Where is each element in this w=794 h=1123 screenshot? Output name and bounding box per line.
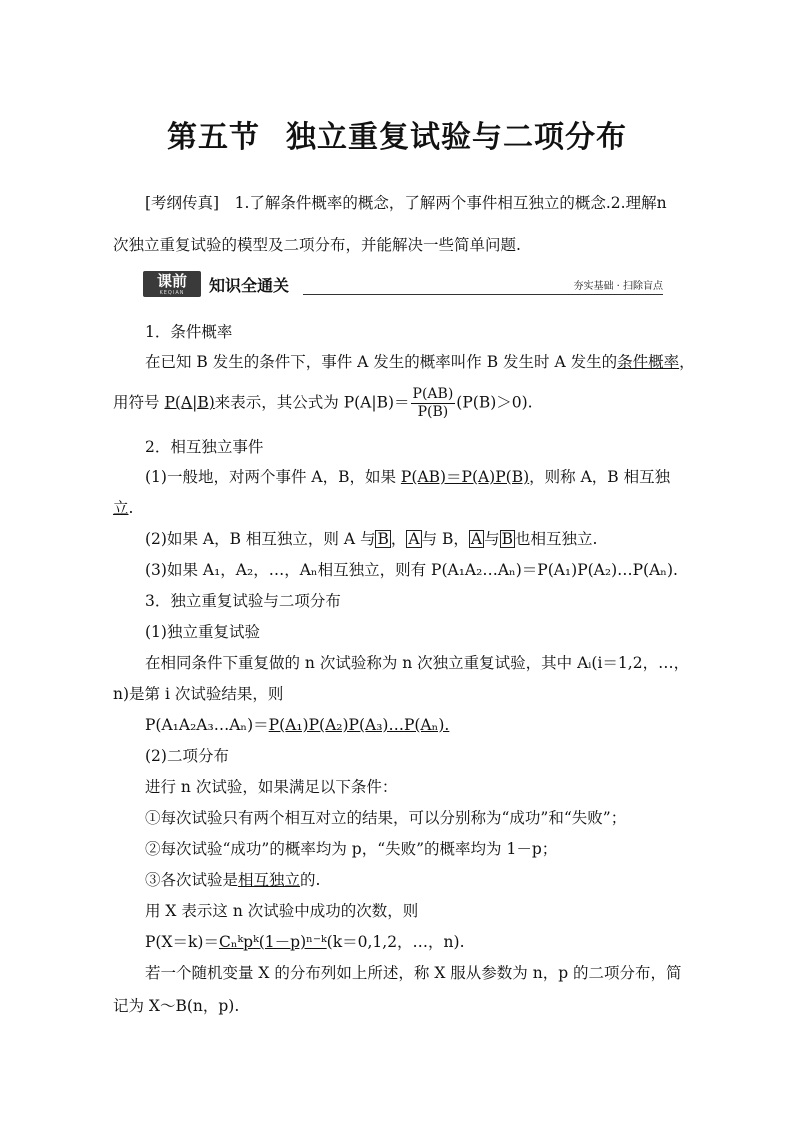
section-number: 第五节 bbox=[167, 120, 260, 155]
complement-a-2: A bbox=[470, 530, 483, 548]
banner-title: 知识全通关 bbox=[209, 276, 290, 295]
s3-heading: 3．独立重复试验与二项分布 bbox=[145, 592, 341, 610]
s3-para-1: 在相同条件下重复做的 n 次试验称为 n 次独立重复试验，其中 Aᵢ(i＝1,2，…， bbox=[145, 654, 690, 672]
s3-formula-2: P(X＝k)＝Cₙᵏpᵏ(1－p)ⁿ⁻ᵏ(k＝0,1,2，…，n). bbox=[145, 933, 465, 951]
complement-b-2: B bbox=[501, 530, 513, 548]
s3-para-3: 若一个随机变量 X 的分布列如上所述，称 X 服从参数为 n，p 的二项分布，简 bbox=[145, 964, 682, 982]
banner-badge-label: 课前 bbox=[156, 272, 187, 290]
s1-heading: 1．条件概率 bbox=[145, 323, 233, 341]
product-formula: P(A₁)P(A₂)P(A₃)…P(Aₙ). bbox=[268, 716, 450, 734]
binomial-formula: Cₙᵏpᵏ(1－p)ⁿ⁻ᵏ bbox=[218, 933, 327, 951]
banner-badge-pinyin: KEQIAN bbox=[159, 290, 185, 296]
complement-a: A bbox=[408, 530, 420, 548]
term-mutually-independent: 相互独立 bbox=[238, 871, 301, 889]
s3-cond-0: 进行 n 次试验，如果满足以下条件： bbox=[145, 778, 398, 796]
section-title bbox=[0, 112, 794, 156]
section-name: 独立重复试验与二项分布 bbox=[286, 120, 627, 155]
s2-heading: 2．相互独立事件 bbox=[145, 438, 264, 456]
banner-subtitle: 夯实基础 · 扫除盲点 bbox=[573, 281, 663, 292]
outline-line-1: [考纲传真] 1.了解条件概率的概念，了解两个事件相互独立的概念.2.理解n bbox=[145, 194, 667, 212]
banner-badge bbox=[143, 271, 201, 297]
knowledge-banner bbox=[143, 271, 663, 297]
symbol-p-a-given-b: P(A|B) bbox=[164, 393, 215, 412]
s3-cond-1: ①每次试验只有两个相互对立的结果，可以分别称为“成功”和“失败”； bbox=[145, 809, 627, 827]
s2-item-1: (1)一般地，对两个事件 A，B，如果 P(AB)＝P(A)P(B)，则称 A，B 相互独 bbox=[145, 468, 671, 486]
s3-para-2: n)是第 i 次试验结果，则 bbox=[113, 685, 284, 703]
s1-para-2: 用符号 P(A|B)来表示，其公式为 P(A|B)＝ $\frac{P(AB)}{P(B)}$ (P(B)＞0). bbox=[113, 386, 533, 420]
s3-cond-4: 用 X 表示这 n 次试验中成功的次数，则 bbox=[145, 902, 419, 920]
outline-line-2: 次独立重复试验的模型及二项分布，并能解决一些简单问题. bbox=[113, 236, 521, 254]
independence-formula: P(AB)＝P(A)P(B) bbox=[400, 468, 530, 486]
s3-cond-3: ③各次试验是相互独立的. bbox=[145, 871, 321, 889]
formula-fraction: $\frac{P(AB)}{P(B)}$ bbox=[412, 386, 454, 420]
s3-sub-2: (2)二项分布 bbox=[145, 747, 229, 765]
complement-b: B bbox=[377, 530, 389, 548]
s3-para-4: 记为 X～B(n，p). bbox=[113, 997, 240, 1015]
term-conditional-probability: 条件概率 bbox=[617, 353, 680, 371]
s1-para-1: 在已知 B 发生的条件下，事件 A 发生的概率叫作 B 发生时 A 发生的条件概率， bbox=[145, 353, 695, 371]
s2-item-3: (3)如果 A₁，A₂，…，Aₙ相互独立，则有 P(A₁A₂…Aₙ)＝P(A₁)P(A₂)…P(Aₙ). bbox=[145, 561, 678, 579]
banner-rule bbox=[303, 294, 663, 295]
s2-item-2: (2)如果 A，B 相互独立，则 A 与 B ， A 与 B， A 与 B 也相互独立. bbox=[145, 530, 598, 548]
s2-item-1-cont: 立. bbox=[113, 499, 134, 517]
s3-sub-1: (1)独立重复试验 bbox=[145, 623, 260, 641]
s3-cond-2: ②每次试验“成功”的概率均为 p，“失败”的概率均为 1－p； bbox=[145, 840, 558, 858]
s3-formula-1: P(A₁A₂A₃…Aₙ)＝P(A₁)P(A₂)P(A₃)…P(Aₙ). bbox=[145, 716, 450, 734]
